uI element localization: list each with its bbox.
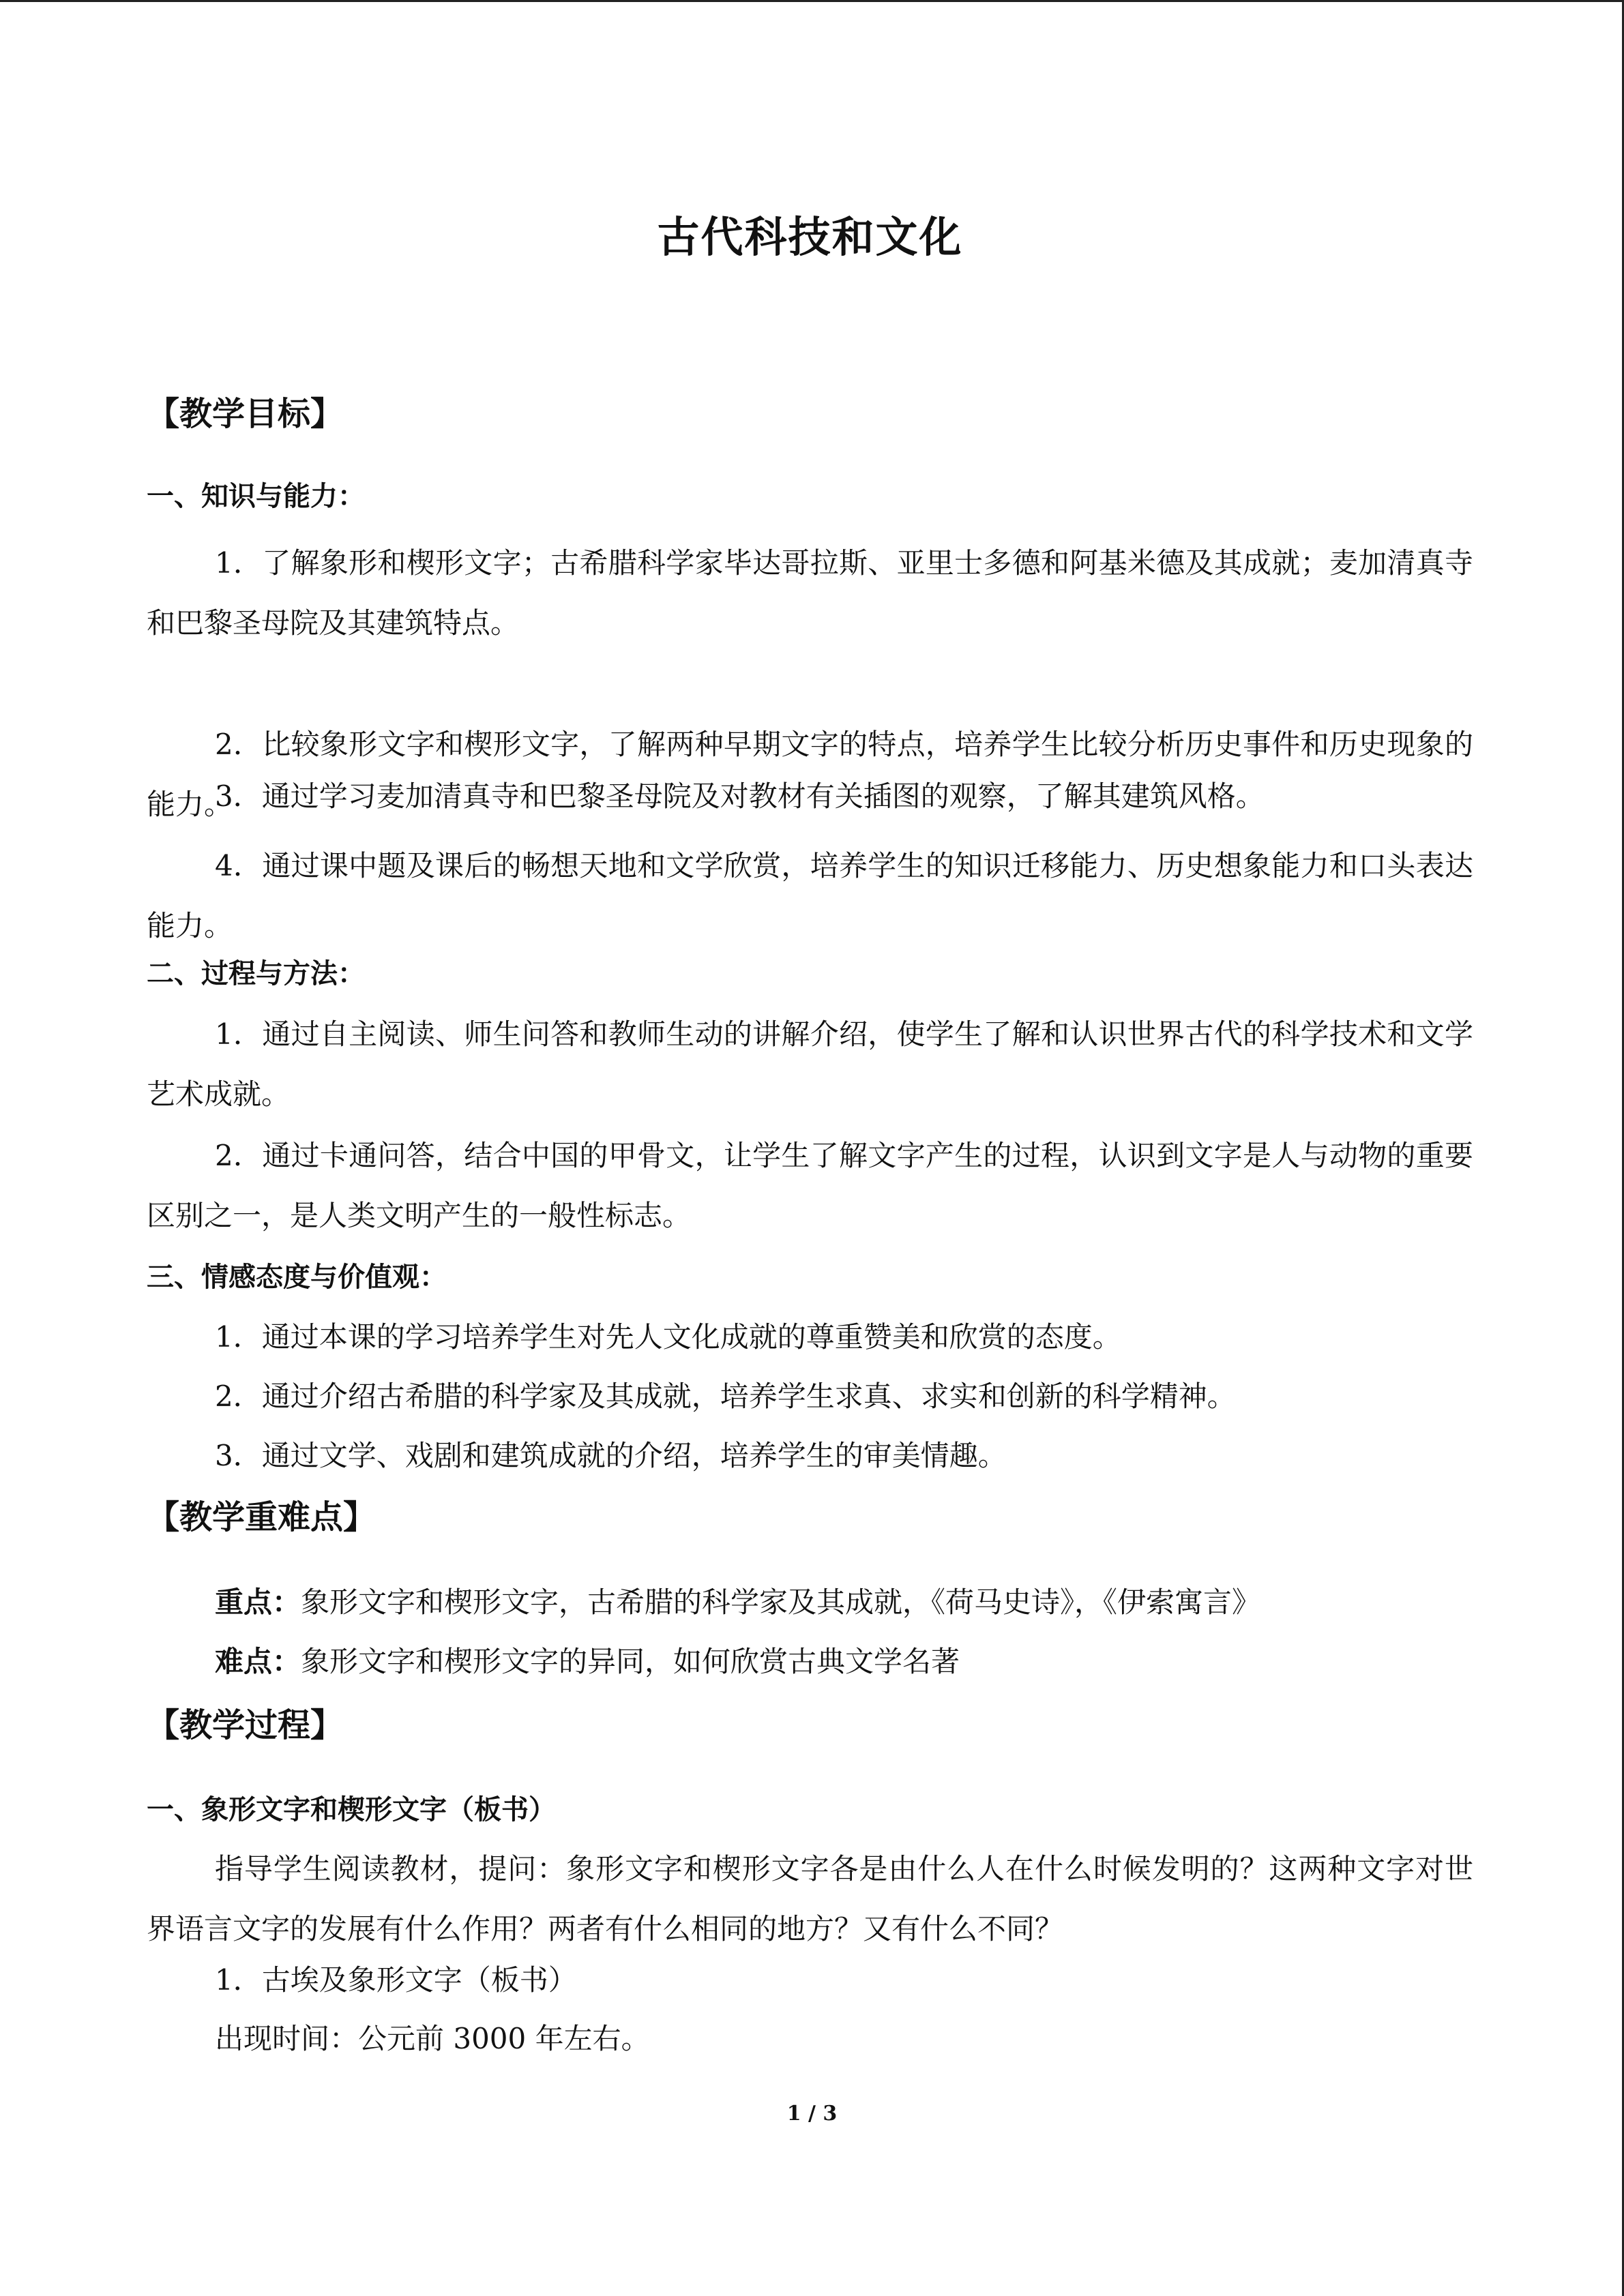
paragraph-part1-sub1: 1．古埃及象形文字（板书） [215,1963,577,1997]
key-point-label: 重点： [215,1585,301,1619]
difficult-point-text: 象形文字和楔形文字的异同，如何欣赏古典文学名著 [301,1645,960,1678]
subheading-process-method: 二、过程与方法： [147,958,365,989]
key-point-text: 象形文字和楔形文字，古希腊的科学家及其成就，《荷马史诗》，《伊索寓言》 [301,1585,1261,1619]
paragraph-process-1: 1．通过自主阅读、师生问答和教师生动的讲解介绍，使学生了解和认识世界古代的科学技术和文学艺术成就。 [147,1017,1473,1111]
section-heading-goals: 【教学目标】 [147,395,344,433]
paragraph-knowledge-3: 3．通过学习麦加清真寺和巴黎圣母院及对教材有关插图的观察，了解其建筑风格。 [215,779,1265,813]
paragraph-process-2: 2．通过卡通问答，结合中国的甲骨文，让学生了解文字产生的过程，认识到文字是人与动物的重要区别之一，是人类文明产生的一般性标志。 [147,1139,1473,1232]
difficult-point-line [215,1641,1473,1682]
paragraph-values-1: 1．通过本课的学习培养学生对先人文化成就的尊重赞美和欣赏的态度。 [215,1320,1121,1354]
paragraph-part1-intro: 指导学生阅读教材，提问：象形文字和楔形文字各是由什么人在什么时候发明的？这两种文字对世界语言文字的发展有什么作用？两者有什么相同的地方？又有什么不同？ [147,1852,1473,1945]
page-title: 古代科技和文化 [657,212,963,262]
paragraph-knowledge-4: 4．通过课中题及课后的畅想天地和文学欣赏，培养学生的知识迁移能力、历史想象能力和口头表达能力。 [147,849,1473,942]
paragraph-knowledge-2: 2．比较象形文字和楔形文字，了解两种早期文字的特点，培养学生比较分析历史事件和历史现象的能力。 [147,728,1473,821]
subheading-part1: 一、象形文字和楔形文字（板书） [147,1794,556,1825]
page-border-top [0,0,1624,2]
paragraph-values-3: 3．通过文学、戏剧和建筑成就的介绍，培养学生的审美情趣。 [215,1439,1007,1472]
difficult-point-label: 难点： [215,1645,301,1678]
key-point-line [215,1582,1473,1623]
section-heading-process: 【教学过程】 [147,1706,344,1744]
section-heading-keypoints: 【教学重难点】 [147,1498,377,1536]
subheading-knowledge: 一、知识与能力： [147,481,365,512]
page-number: 1 / 3 [786,2102,838,2126]
subheading-values: 三、情感态度与价值观： [147,1262,447,1293]
paragraph-part1-time: 出现时间：公元前 3000 年左右。 [215,2022,650,2055]
paragraph-values-2: 2．通过介绍古希腊的科学家及其成就，培养学生求真、求实和创新的科学精神。 [215,1380,1236,1413]
paragraph-knowledge-1: 1．了解象形和楔形文字；古希腊科学家毕达哥拉斯、亚里士多德和阿基米德及其成就；麦加清真寺和巴黎圣母院及其建筑特点。 [147,546,1473,640]
